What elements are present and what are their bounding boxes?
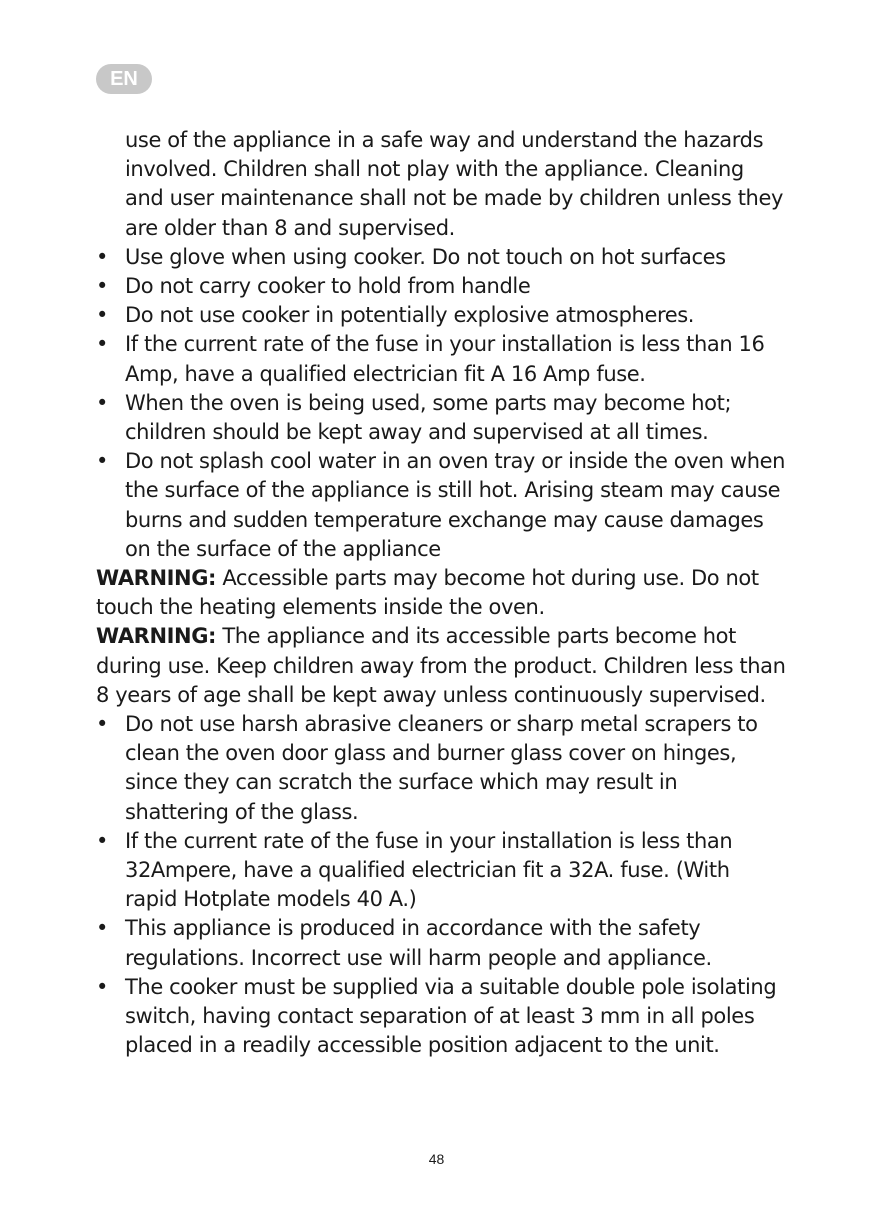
list-item: • If the current rate of the fuse in your installation is less than 32Ampere, have a qualified electrician fit a 32A. fuse. (With rapid Hotplate models 40 A.) [96, 828, 733, 912]
warning-label: WARNING: [96, 566, 217, 591]
list-item: • When the oven is being used, some parts may become hot; children should be kept away and supervised at all times. [96, 390, 732, 445]
list-item: • Do not splash cool water in an oven tray or inside the oven when the surface of the appliance is still hot. Arising steam may cause burns and sudden temperature exchange may cause damages on the surface of the appliance [96, 449, 786, 561]
warning-text: The appliance and its accessible parts become hot during use. Keep children away from the product. Children less than 8 years of age shall be kept away unless continuously supervised. [96, 624, 786, 707]
bullet-icon: • [96, 244, 108, 269]
bullet-icon: • [96, 974, 108, 999]
bullet-icon: • [96, 828, 108, 853]
bullet-icon: • [96, 390, 108, 415]
intro-continuation: use of the appliance in a safe way and understand the hazards involved. Children shall not play with the appliance. Cleaning and user maintenance shall not be made by children unless they are older than 8 and supervised. [125, 128, 784, 240]
list-item: • Do not use cooker in potentially explosive atmospheres. [96, 301, 786, 330]
bullet-icon: • [96, 274, 108, 299]
list-item: • The cooker must be supplied via a suitable double pole isolating switch, having contact separation of at least 3 mm in all poles placed in a readily accessible position adjacent to the unit. [96, 974, 777, 1058]
page-number: 48 [428, 1151, 445, 1167]
manual-text [96, 126, 786, 1061]
bullet-icon: • [96, 916, 108, 941]
warning-label: WARNING: [96, 624, 217, 649]
list-item: • Do not use harsh abrasive cleaners or sharp metal scrapers to clean the oven door glass and burner glass cover on hinges, since they can scratch the surface which may result in shattering of the glass. [96, 712, 758, 824]
bullet-list-2 [96, 710, 786, 1060]
warning-paragraph [96, 622, 786, 710]
bullet-icon: • [96, 712, 108, 737]
bullet-icon: • [96, 303, 108, 328]
bullet-list-1 [96, 243, 786, 564]
language-badge: EN [96, 64, 152, 94]
bullet-icon: • [96, 332, 108, 357]
list-item: • This appliance is produced in accordance with the safety regulations. Incorrect use will harm people and appliance. [96, 916, 712, 970]
bullet-icon: • [96, 449, 108, 474]
list-item: • Do not carry cooker to hold from handle [96, 272, 786, 301]
warning-paragraph [96, 564, 786, 622]
warning-text: Accessible parts may become hot during use. Do not touch the heating elements inside the oven. [96, 566, 759, 620]
list-item: • Use glove when using cooker. Do not touch on hot surfaces [96, 243, 786, 272]
list-item: • If the current rate of the fuse in your installation is less than 16 Amp, have a qualified electrician fit A 16 Amp fuse. [96, 332, 765, 386]
